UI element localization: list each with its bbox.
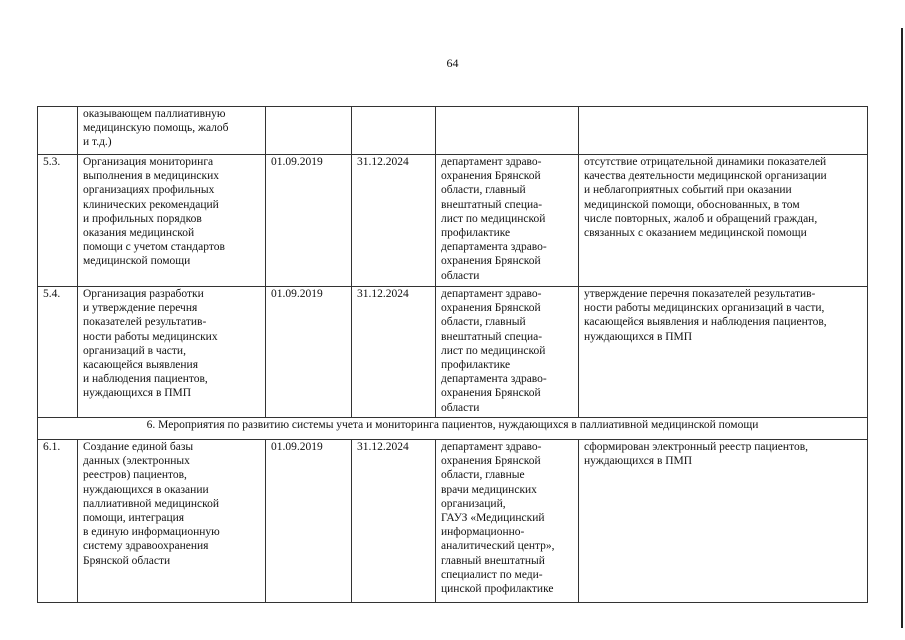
start-date: 01.09.2019 [266,287,352,418]
item-number [38,107,78,155]
result-text: отсутствие отрицательной динамики показателей качества деятельности медицинской организации и неблагоприятных событий при оказании медицинской помощи, обоснованных, в том числе повторных, жалоб и обращений граждан, связанных с оказанием медицинской помощи [579,155,868,287]
event-text: Организация разработки и утверждение перечня показателей результатив- ности работы медицинских организаций в части, касающейся выявления и наблюдения пациентов, нуждающихся в ПМП [78,287,266,418]
scan-edge-line [901,28,903,628]
end-date: 31.12.2024 [352,440,436,603]
table-row [38,107,868,155]
result-text: утверждение перечня показателей результатив- ности работы медицинских организаций в части, касающейся выявления и наблюдения пациентов, нуждающихся в ПМП [579,287,868,418]
page-number: 64 [446,56,459,70]
result-text [579,107,868,155]
end-date [352,107,436,155]
section-row [38,418,868,440]
start-date: 01.09.2019 [266,440,352,603]
table-row [38,155,868,287]
table-row [38,287,868,418]
responsible-text: департамент здраво- охранения Брянской области, главные врачи медицинских организаций, ГАУЗ «Медицинский информационно- аналитический центр», главный внештатный специалист по меди- цинской профилактике [436,440,579,603]
end-date: 31.12.2024 [352,287,436,418]
start-date: 01.09.2019 [266,155,352,287]
event-text: Создание единой базы данных (электронных реестров) пациентов, нуждающихся в оказании паллиативной медицинской помощи, интеграция в единую информационную систему здравоохранения Брянской области [78,440,266,603]
item-number: 6.1. [38,440,78,603]
item-number: 5.3. [38,155,78,287]
result-text: сформирован электронный реестр пациентов, нуждающихся в ПМП [579,440,868,603]
measures-table [37,106,868,603]
event-text: оказывающем паллиативную медицинскую помощь, жалоб и т.д.) [78,107,266,155]
section-heading: 6. Мероприятия по развитию системы учета и мониторинга пациентов, нуждающихся в паллиативной медицинской помощи [38,418,868,440]
responsible-text [436,107,579,155]
responsible-text: департамент здраво- охранения Брянской области, главный внештатный специа- лист по медицинской профилактике департамента здраво- охранения Брянской области [436,287,579,418]
start-date [266,107,352,155]
item-number: 5.4. [38,287,78,418]
event-text: Организация мониторинга выполнения в медицинских организациях профильных клинических рекомендаций и профильных порядков оказания медицинской помощи с учетом стандартов медицинской помощи [78,155,266,287]
responsible-text: департамент здраво- охранения Брянской области, главный внештатный специа- лист по медицинской профилактике департамента здраво- охранения Брянской области [436,155,579,287]
end-date: 31.12.2024 [352,155,436,287]
table-row [38,440,868,603]
